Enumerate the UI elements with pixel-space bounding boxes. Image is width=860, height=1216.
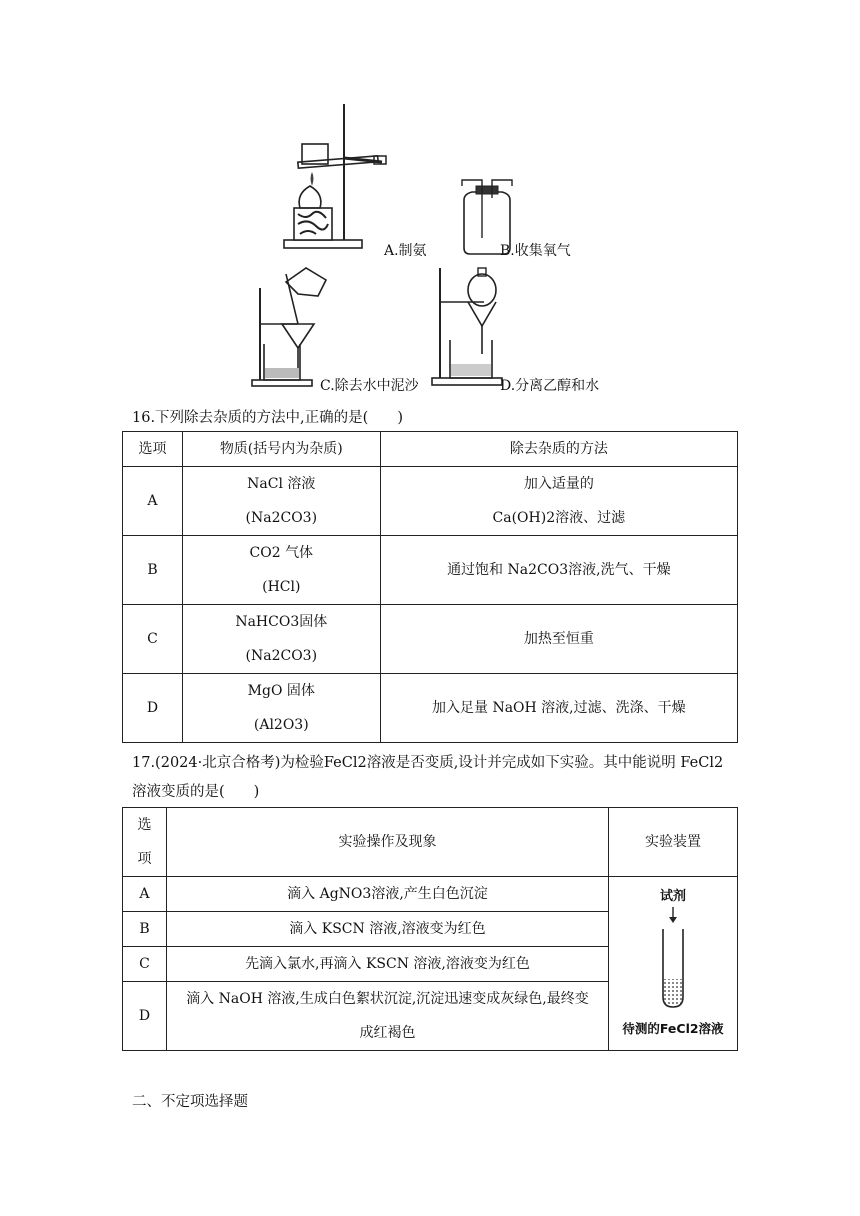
substance: NaHCO3固体 <box>235 614 328 630</box>
q17-stem-line-2: 溶液变质的是( ) <box>132 784 260 800</box>
method-cell <box>380 467 737 536</box>
operation-line-2: 成红褐色 <box>359 1025 416 1041</box>
option-label: C <box>123 947 167 982</box>
option-label: C <box>123 605 183 674</box>
option-label: B <box>123 912 167 947</box>
q16-table <box>122 431 738 743</box>
q17-header-device: 实验装置 <box>608 808 737 877</box>
substance: MgO 固体 <box>247 683 315 699</box>
q16-header-option: 选项 <box>123 432 183 467</box>
apparatus-a-label: A.制氨 <box>384 243 427 259</box>
q17-header-operation: 实验操作及现象 <box>166 808 608 877</box>
test-tube-icon <box>643 905 703 1015</box>
device-cell <box>608 877 737 1051</box>
substance-cell <box>182 536 380 605</box>
option-label: D <box>123 674 183 743</box>
option-label: B <box>123 536 183 605</box>
method-cell: 加入足量 NaOH 溶液,过滤、洗涤、干燥 <box>380 674 737 743</box>
operation-text <box>166 982 608 1051</box>
option-label: A <box>123 877 167 912</box>
method-cell: 加热至恒重 <box>380 605 737 674</box>
substance: CO2 气体 <box>249 545 314 561</box>
apparatus-b-label: B.收集氧气 <box>500 243 571 259</box>
section-title: 二、不定项选择题 <box>132 1094 248 1110</box>
apparatus-d-label: D.分离乙醇和水 <box>500 378 600 394</box>
option-label: D <box>123 982 167 1051</box>
q16-header-row <box>123 432 738 467</box>
q17-stem-line-1: 17.(2024·北京合格考)为检验FeCl2溶液是否变质,设计并完成如下实验。其中能说明 FeCl2 <box>132 755 724 771</box>
impurity: (Al2O3) <box>253 717 309 733</box>
substance-cell <box>182 605 380 674</box>
impurity: (Na2CO3) <box>245 510 318 526</box>
q17-row-a <box>123 877 738 912</box>
device-solution-label: 待测的FeCl2溶液 <box>622 1020 724 1036</box>
operation-text: 滴入 AgNO3溶液,产生白色沉淀 <box>166 877 608 912</box>
substance-cell <box>182 674 380 743</box>
q16-header-method: 除去杂质的方法 <box>380 432 737 467</box>
operation-text: 滴入 KSCN 溶液,溶液变为红色 <box>166 912 608 947</box>
q16-header-substance: 物质(括号内为杂质) <box>182 432 380 467</box>
device-reagent-label: 试剂 <box>659 888 686 904</box>
substance: NaCl 溶液 <box>247 476 316 492</box>
apparatus-c-label: C.除去水中泥沙 <box>320 378 419 394</box>
q17-header-option <box>123 808 167 877</box>
apparatus-d-figure <box>426 262 526 392</box>
q17-header-row <box>123 808 738 877</box>
impurity: (HCl) <box>262 579 301 595</box>
apparatus-a-figure <box>278 100 398 250</box>
header-option-line-1: 选 <box>137 817 152 833</box>
impurity: (Na2CO3) <box>245 648 318 664</box>
q16-stem: 16.下列除去杂质的方法中,正确的是( ) <box>132 410 403 426</box>
method-line-1: 加入适量的 <box>523 476 594 492</box>
method-line-2: Ca(OH)2溶液、过滤 <box>492 510 626 526</box>
q16-row-b <box>123 536 738 605</box>
q16-row-a <box>123 467 738 536</box>
apparatus-c-figure <box>250 268 340 388</box>
operation-line-1: 滴入 NaOH 溶液,生成白色絮状沉淀,沉淀迅速变成灰绿色,最终变 <box>186 991 589 1007</box>
method-cell: 通过饱和 Na2CO3溶液,洗气、干燥 <box>380 536 737 605</box>
option-label: A <box>123 467 183 536</box>
q17-table <box>122 807 738 1051</box>
operation-text: 先滴入氯水,再滴入 KSCN 溶液,溶液变为红色 <box>166 947 608 982</box>
substance-cell <box>182 467 380 536</box>
header-option-line-2: 项 <box>137 851 152 867</box>
q16-row-d <box>123 674 738 743</box>
q16-row-c <box>123 605 738 674</box>
